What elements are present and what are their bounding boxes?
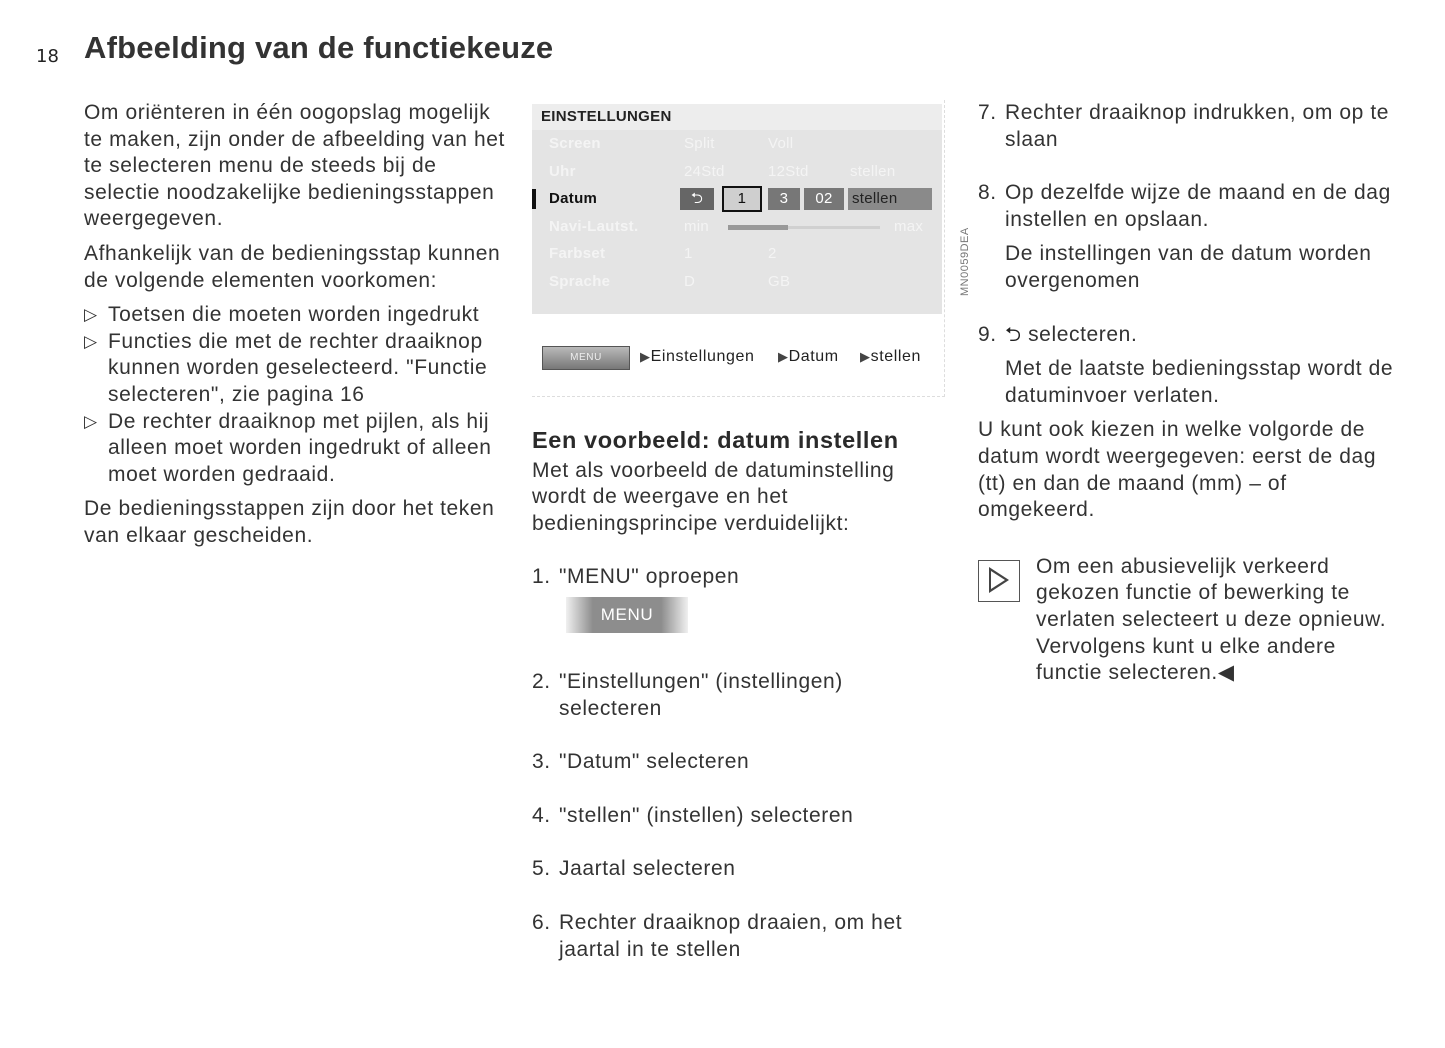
breadcrumb-item: ▶stellen [860,348,922,365]
step-item: 2. "Einstellungen" (instellingen) selecteren [532,669,843,720]
date-field: 3 [768,188,800,210]
step-item: 1. "MENU" oproepen [532,565,740,589]
back-arrow-icon: ⮌ [1005,323,1022,346]
step-item: 5. Jaartal selecteren [532,857,736,881]
step-item: 7. Rechter draaiknop indrukken, om op te slaan [978,101,1390,151]
menu-row-navi-volume: Navi-Lautst. min max [549,217,924,235]
back-arrow-icon: ⮌ [680,188,714,210]
menu-row-date: Datum ⮌ 1 3 02 stellen [532,185,942,213]
breadcrumb-item: ▶Datum [778,348,839,365]
menu-row-screen: Screen Split Voll [549,135,794,152]
bullet-triangle-icon: ▷ [84,411,98,431]
right-column [978,100,1408,687]
elements-paragraph: Afhankelijk van de bedieningsstap kunnen de volgende elementen voorkomen: [84,241,501,292]
note-text: Om een abusievelijk verkeerd gekozen functie of bewerking te verlaten selecteert u deze opnieuw. Vervolgens kunt u elke andere functie selecteren.◀ [1036,554,1387,685]
screen-illustration [532,100,971,397]
note-triangle-icon [978,560,1020,602]
bullet-triangle-icon: ▷ [84,305,98,325]
left-column [84,100,534,550]
bullet-text: Functies die met de rechter draaiknop kunnen worden geselecteerd. "Functie selecteren", zie pagina 16 [108,329,488,406]
image-code: MN0059DEA [959,227,971,296]
bullet-text: Toetsen die moeten worden ingedrukt [108,303,480,327]
bullet-text: De rechter draaiknop met pijlen, als hij alleen moet worden ingedrukt of alleen moet worden gedraaid. [108,409,492,486]
step-item: 6. Rechter draaiknop draaien, om het jaartal in te stellen [532,910,903,961]
settings-menu [532,104,942,314]
bullet-item [84,302,512,329]
menu-header: EINSTELLUNGEN [532,104,942,130]
volume-slider [728,226,880,229]
separator-paragraph: De bedieningsstappen zijn door het teken van elkaar gescheiden. [84,497,534,547]
date-field: 02 [804,188,844,210]
step-note: Met de laatste bedieningsstap wordt de datuminvoer verlaten. [1005,357,1394,407]
menu-button-small: MENU [542,346,630,370]
step-item: 9. ⮌ selecteren. [978,322,1138,346]
bullet-triangle-icon: ▷ [84,331,98,351]
menu-row-clock: Uhr 24Std 12Std stellen [549,162,896,180]
middle-column [532,100,971,963]
page-number: 18 [36,46,59,67]
order-paragraph: U kunt ook kiezen in welke volgorde de datum wordt weergegeven: eerst de dag (tt) en dan de maand (mm) – of omgekeerd. [978,418,1377,522]
active-marker [532,189,536,209]
example-heading: Een voorbeeld: datum instellen [532,427,899,453]
breadcrumb-item: ▶Einstellungen [640,348,755,365]
bullet-item [84,409,512,489]
step-item: 8. Op dezelfde wijze de maand en de dag instellen en opslaan. [978,181,1391,231]
menu-row-language: Sprache D GB [549,272,791,290]
step-item: 4. "stellen" (instellen) selecteren [532,803,854,827]
menu-row-colorset: Farbset 1 2 [549,245,777,262]
bullet-item [84,329,512,409]
step-note: De instellingen van de datum worden overgenomen [1005,242,1372,292]
page-title: Afbeelding van de functiekeuze [84,30,554,65]
menu-button: MENU [566,597,688,633]
intro-paragraph: Om oriënteren in één oogopslag mogelijk te maken, zijn onder de afbeelding van het te selecteren menu de steeds bij de selectie noodzakelijke bedieningsstappen weergegeven. [84,101,505,231]
step-item: 3. "Datum" selecteren [532,750,750,774]
set-field: stellen [848,188,932,210]
example-intro: Met als voorbeeld de datuminstelling wordt de weergave en het bedieningsprincipe verduidelijkt: [532,458,895,535]
date-field-selected: 1 [722,186,762,212]
note-block [978,554,1408,687]
